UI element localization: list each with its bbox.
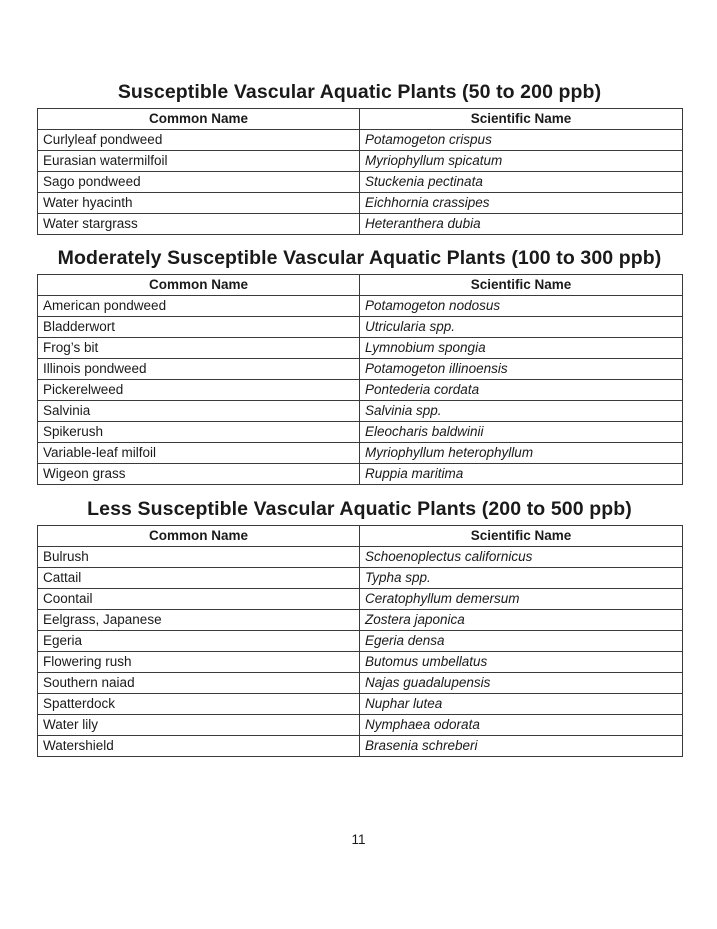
scientific-name-cell: Nuphar lutea <box>360 694 683 715</box>
common-name-cell: Water hyacinth <box>38 193 360 214</box>
plants-table <box>37 274 683 485</box>
column-header-scientific-name: Scientific Name <box>360 109 683 130</box>
scientific-name-cell: Stuckenia pectinata <box>360 172 683 193</box>
scientific-name-cell: Zostera japonica <box>360 610 683 631</box>
common-name-cell: Water stargrass <box>38 214 360 235</box>
scientific-name-cell: Nymphaea odorata <box>360 715 683 736</box>
common-name-cell: Variable-leaf milfoil <box>38 443 360 464</box>
table-row <box>38 631 683 652</box>
common-name-cell: Pickerelweed <box>38 380 360 401</box>
common-name-cell: Eurasian watermilfoil <box>38 151 360 172</box>
common-name-cell: Southern naiad <box>38 673 360 694</box>
scientific-name-cell: Brasenia schreberi <box>360 736 683 757</box>
common-name-cell: Bulrush <box>38 547 360 568</box>
table-row <box>38 317 683 338</box>
scientific-name-cell: Salvinia spp. <box>360 401 683 422</box>
scientific-name-cell: Butomus umbellatus <box>360 652 683 673</box>
table-row <box>38 673 683 694</box>
scientific-name-cell: Ceratophyllum demersum <box>360 589 683 610</box>
table-row <box>38 652 683 673</box>
scientific-name-cell: Potamogeton nodosus <box>360 296 683 317</box>
scientific-name-cell: Utricularia spp. <box>360 317 683 338</box>
common-name-cell: Watershield <box>38 736 360 757</box>
common-name-cell: Cattail <box>38 568 360 589</box>
scientific-name-cell: Eichhornia crassipes <box>360 193 683 214</box>
section-title: Susceptible Vascular Aquatic Plants (50 to 200 ppb) <box>117 81 602 103</box>
table-row <box>38 464 683 485</box>
column-header-common-name: Common Name <box>38 109 360 130</box>
section-moderately-susceptible <box>37 246 682 485</box>
scientific-name-cell: Potamogeton crispus <box>360 130 683 151</box>
table-header-row <box>38 275 683 296</box>
scientific-name-cell: Schoenoplectus californicus <box>360 547 683 568</box>
scientific-name-cell: Myriophyllum spicatum <box>360 151 683 172</box>
common-name-cell: Illinois pondweed <box>38 359 360 380</box>
scientific-name-cell: Egeria densa <box>360 631 683 652</box>
plants-table <box>37 108 683 235</box>
table-row <box>38 193 683 214</box>
table-row <box>38 172 683 193</box>
scientific-name-cell: Myriophyllum heterophyllum <box>360 443 683 464</box>
common-name-cell: Flowering rush <box>38 652 360 673</box>
section-susceptible <box>37 80 682 235</box>
common-name-cell: Water lily <box>38 715 360 736</box>
table-row <box>38 151 683 172</box>
column-header-common-name: Common Name <box>38 275 360 296</box>
table-row <box>38 380 683 401</box>
table-row <box>38 422 683 443</box>
common-name-cell: Spikerush <box>38 422 360 443</box>
scientific-name-cell: Eleocharis baldwinii <box>360 422 683 443</box>
scientific-name-cell: Heteranthera dubia <box>360 214 683 235</box>
common-name-cell: Spatterdock <box>38 694 360 715</box>
scientific-name-cell: Typha spp. <box>360 568 683 589</box>
table-header-row <box>38 526 683 547</box>
table-row <box>38 736 683 757</box>
common-name-cell: Egeria <box>38 631 360 652</box>
common-name-cell: Frog’s bit <box>38 338 360 359</box>
common-name-cell: Wigeon grass <box>38 464 360 485</box>
common-name-cell: Bladderwort <box>38 317 360 338</box>
table-row <box>38 338 683 359</box>
common-name-cell: American pondweed <box>38 296 360 317</box>
column-header-scientific-name: Scientific Name <box>360 275 683 296</box>
column-header-scientific-name: Scientific Name <box>360 526 683 547</box>
scientific-name-cell: Najas guadalupensis <box>360 673 683 694</box>
table-row <box>38 610 683 631</box>
section-title: Less Susceptible Vascular Aquatic Plants (200 to 500 ppb) <box>87 498 632 520</box>
table-header-row <box>38 109 683 130</box>
section-title: Moderately Susceptible Vascular Aquatic Plants (100 to 300 ppb) <box>57 247 662 269</box>
table-row <box>38 694 683 715</box>
table-row <box>38 547 683 568</box>
plants-table <box>37 525 683 757</box>
common-name-cell: Eelgrass, Japanese <box>38 610 360 631</box>
section-less-susceptible <box>37 497 682 757</box>
common-name-cell: Coontail <box>38 589 360 610</box>
scientific-name-cell: Potamogeton illinoensis <box>360 359 683 380</box>
table-row <box>38 296 683 317</box>
scientific-name-cell: Lymnobium spongia <box>360 338 683 359</box>
common-name-cell: Salvinia <box>38 401 360 422</box>
table-row <box>38 130 683 151</box>
table-row <box>38 214 683 235</box>
scientific-name-cell: Pontederia cordata <box>360 380 683 401</box>
table-row <box>38 715 683 736</box>
column-header-common-name: Common Name <box>38 526 360 547</box>
scientific-name-cell: Ruppia maritima <box>360 464 683 485</box>
table-row <box>38 568 683 589</box>
table-row <box>38 401 683 422</box>
common-name-cell: Sago pondweed <box>38 172 360 193</box>
table-row <box>38 443 683 464</box>
table-row <box>38 589 683 610</box>
common-name-cell: Curlyleaf pondweed <box>38 130 360 151</box>
table-row <box>38 359 683 380</box>
page-number: 11 <box>351 832 366 847</box>
